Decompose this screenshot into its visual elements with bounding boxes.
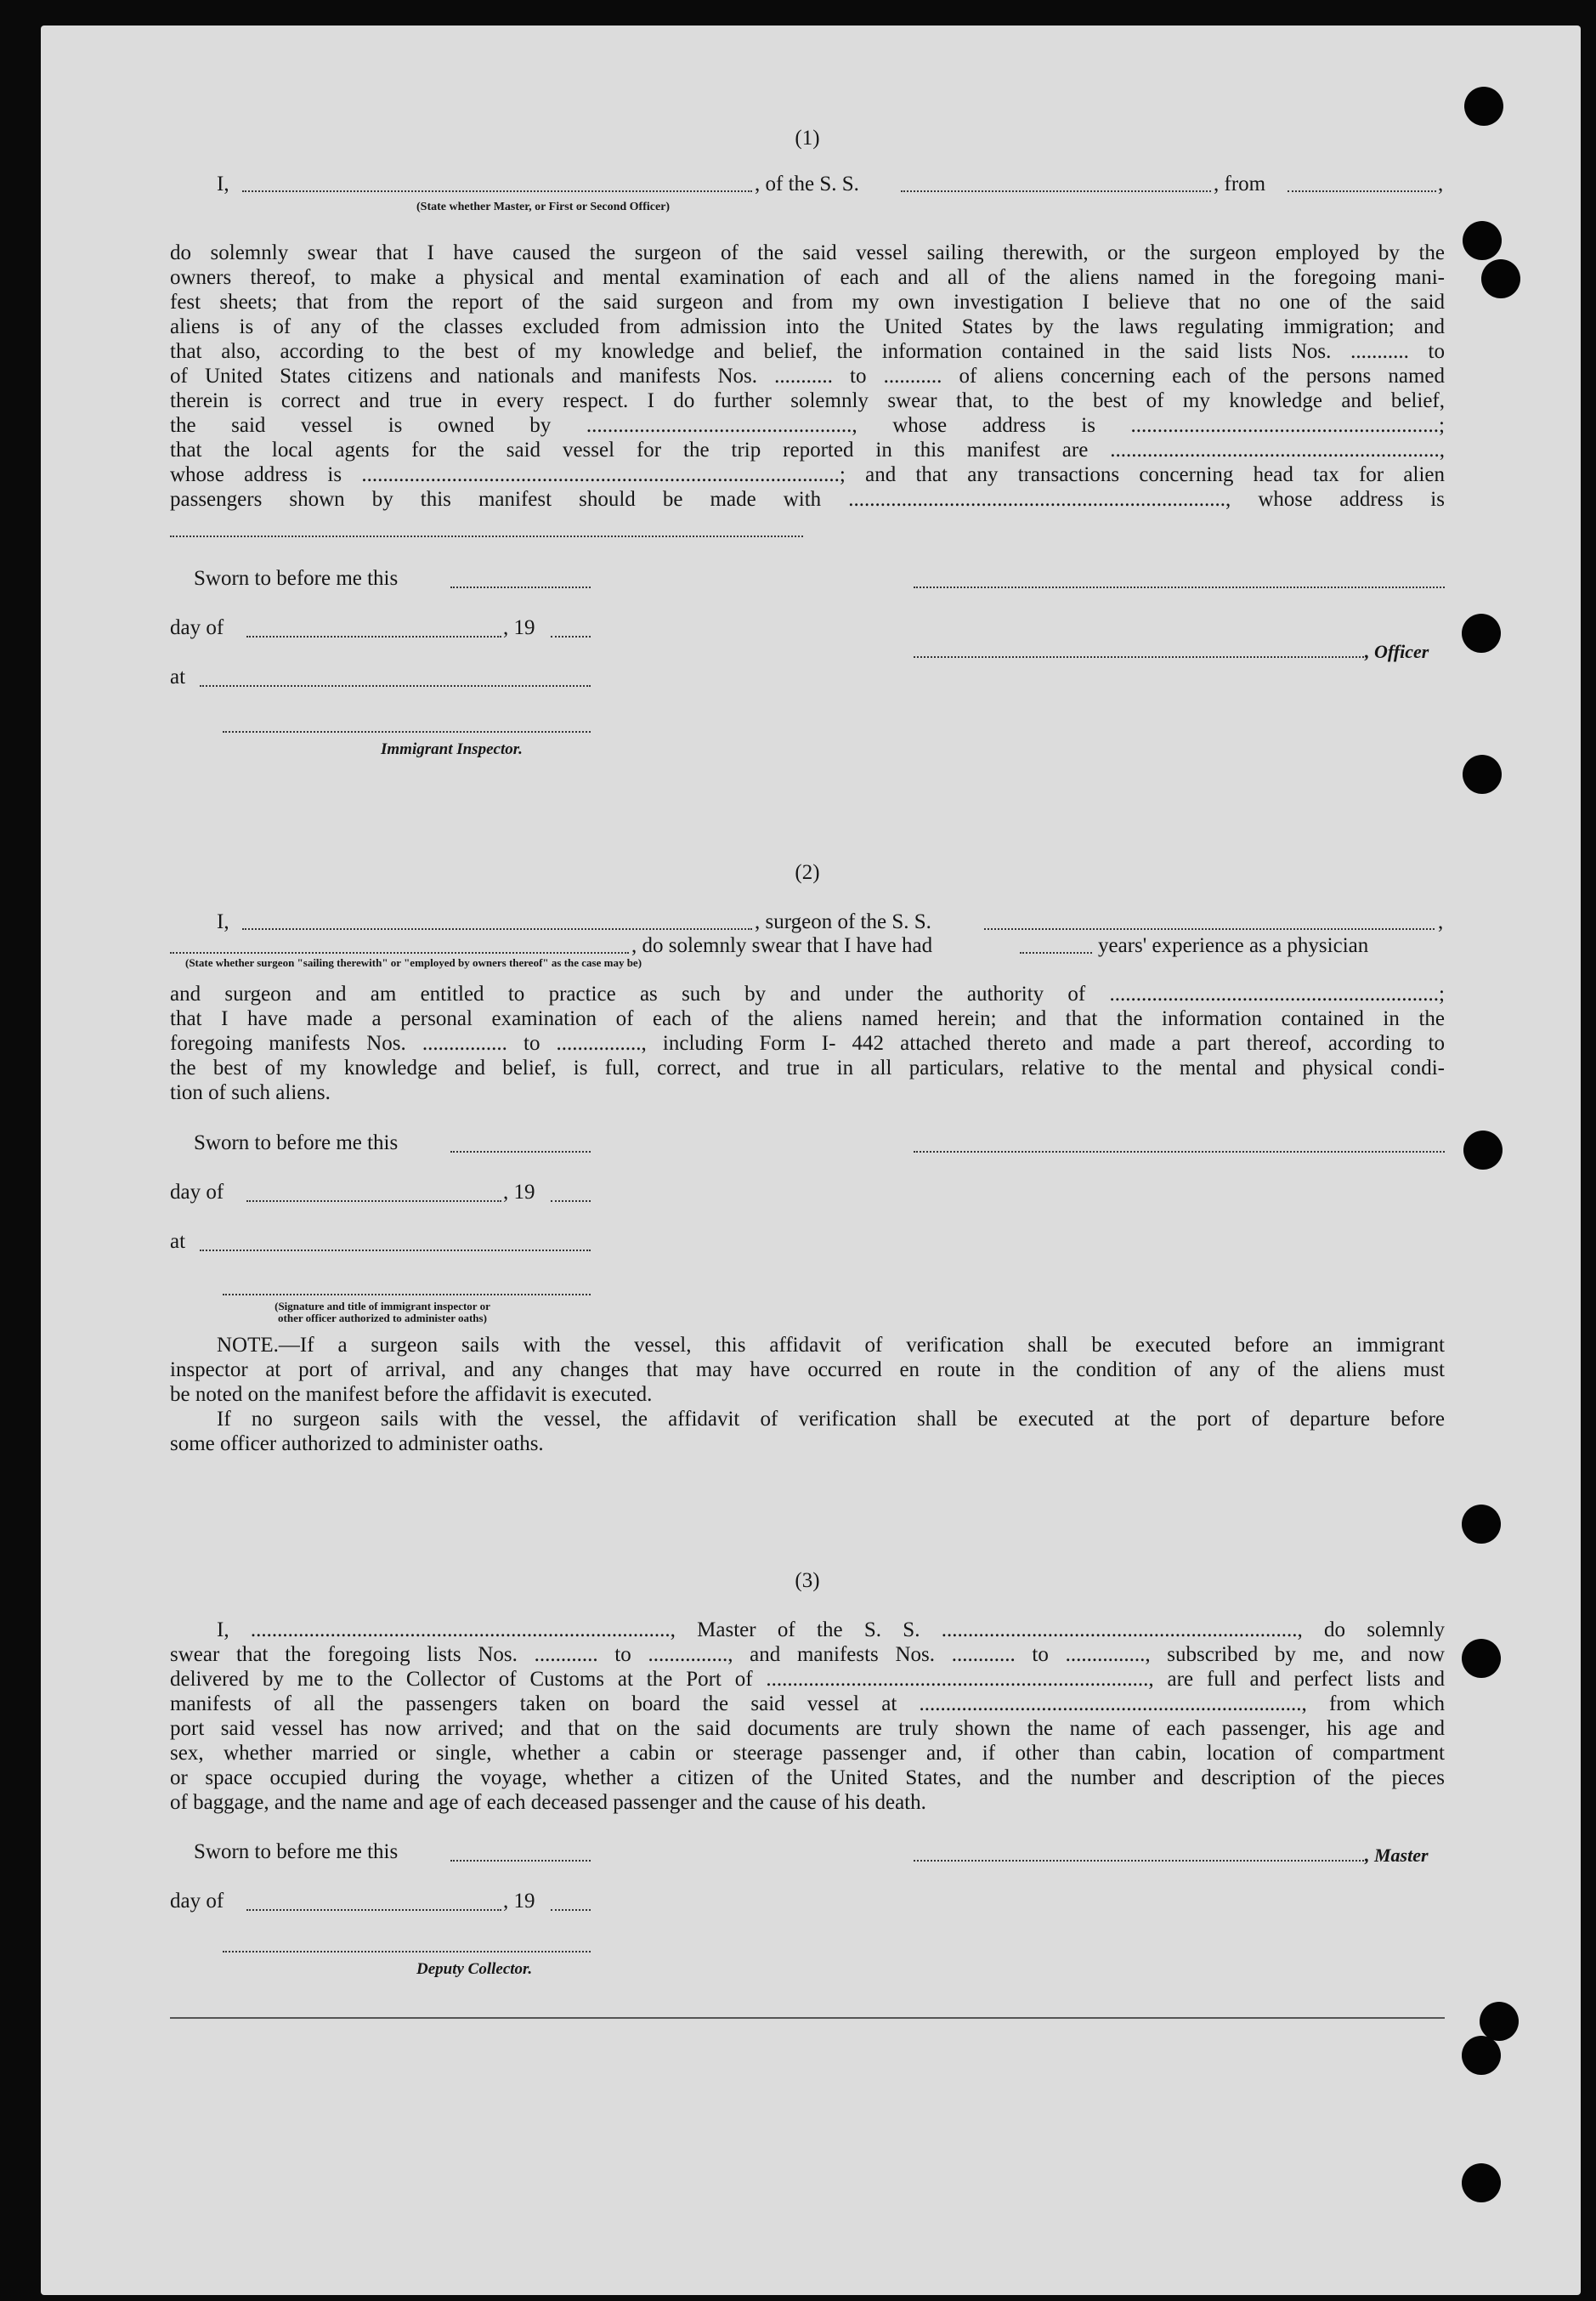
sworn-date-field[interactable] [450,1151,591,1153]
body-line: delivered by me to the Collector of Customs at the Port of ........................................................................, are full and perfect lists and [170,1668,1445,1691]
section2-i: I, [217,910,229,933]
surgeon-status-field[interactable] [170,952,629,954]
punch-hole [1480,2002,1519,2041]
signature-note [229,1301,535,1324]
body-line: manifests of all the passengers taken on board the said vessel at ........................................................................, from which [170,1692,1445,1715]
punch-hole [1463,755,1502,794]
surgeon-name-field[interactable] [242,928,752,930]
body-line: passengers shown by this manifest should be made with ......................................................................., whose address is [170,488,1445,511]
collector-signature-field[interactable] [223,1951,591,1952]
punch-hole [1463,1131,1503,1170]
line-end-comma: , [1438,910,1444,933]
year-field[interactable] [551,1200,591,1202]
punch-hole [1462,2163,1501,2202]
section1-from: , from [1214,173,1266,196]
body-line: or space occupied during the voyage, whether a citizen of the United States, and the number and description of the pieces [170,1766,1445,1789]
day-of-field[interactable] [246,636,501,638]
master-label: , Master [1365,1845,1429,1866]
section1-of-ss: , of the S. S. [755,173,859,196]
collector-label: Deputy Collector. [416,1960,533,1978]
master-signature-field[interactable] [914,1860,1364,1862]
note-line: inspector at port of arrival, and any changes that may have occurred en route in the condition of any of the aliens must [170,1358,1445,1381]
body-line: swear that the foregoing lists Nos. ............ to ..............., and manifests Nos. ............ to ..............., subscribed by me, and now [170,1643,1445,1666]
section-number: (3) [795,1569,820,1592]
officer-name-field[interactable] [242,190,752,192]
inspector-signature-field[interactable] [223,1294,591,1295]
day-of-field[interactable] [246,1909,501,1911]
officer-label: , Officer [1365,641,1429,662]
note-line: some officer authorized to administer oaths. [170,1432,544,1455]
sworn-date-field[interactable] [450,1860,591,1862]
body-line: the said vessel is owned by .................................................., whose address is ..........................................................; [170,414,1445,437]
body-line: port said vessel has now arrived; and that on the said documents are truly shown the name of each passenger, his age and [170,1717,1445,1740]
punch-hole [1481,259,1520,298]
body-line: the best of my knowledge and belief, is full, correct, and true in all particulars, relative to the mental and physical condi- [170,1057,1445,1080]
surgeon-signature-field[interactable] [914,1151,1445,1153]
year-label: , 19 [503,1181,535,1204]
day-of-label: day of [170,616,224,639]
body-line: fest sheets; that from the report of the said surgeon and from my own investigation I believe that no one of the said [170,291,1445,314]
line-end-comma: , [1438,173,1444,196]
vessel-name-field[interactable] [984,928,1435,930]
body-line: aliens is of any of the classes excluded from admission into the United States by the laws regulating immigration; and [170,315,1445,338]
officer-signature-field[interactable] [914,587,1445,588]
inspector-signature-field[interactable] [223,731,591,733]
section-number: (2) [795,861,820,884]
punch-hole [1462,1639,1501,1678]
body-line: that I have made a personal examination of each of the aliens named herein; and that the information contained in the [170,1007,1445,1030]
at-field[interactable] [200,1250,591,1251]
body-line: of baggage, and the name and age of each deceased passenger and the cause of his death. [170,1791,926,1814]
body-line: I, ..............................................................................., Master of the S. S. ..................................................................., do solemnly [217,1618,1445,1641]
year-field[interactable] [551,1909,591,1911]
body-line: that the local agents for the said vessel for the trip reported in this manifest are .............................................................., [170,439,1445,462]
document-page [41,26,1581,2295]
day-of-field[interactable] [246,1200,501,1202]
sworn-label: Sworn to before me this [194,567,399,590]
punch-hole [1463,221,1502,260]
punch-hole [1462,2036,1501,2075]
body-line: therein is correct and true in every respect. I do further solemnly swear that, to the best of my knowledge and belief, [170,389,1445,412]
sworn-label: Sworn to before me this [194,1840,399,1863]
body-line: and surgeon and am entitled to practice as such by and under the authority of ..............................................................; [170,983,1445,1006]
signature-note-line: (Signature and title of immigrant inspector or [274,1300,490,1312]
years-experience-text: years' experience as a physician [1098,934,1369,957]
solemnly-swear-text: , do solemnly swear that I have had [631,934,933,957]
officer-title-field[interactable] [914,656,1364,658]
surgeon-type-note: (State whether surgeon "sailing therewith" or "employed by owners thereof" as the case may be) [185,956,642,969]
day-of-label: day of [170,1181,224,1204]
section1-i: I, [217,173,229,196]
body-line: do solemnly swear that I have caused the surgeon of the said vessel sailing therewith, or the surgeon employed by the [170,241,1445,264]
note-line: NOTE.—If a surgeon sails with the vessel, this affidavit of verification shall be executed before an immigrant [217,1334,1445,1357]
years-experience-field[interactable] [1020,952,1092,954]
sworn-label: Sworn to before me this [194,1131,399,1154]
year-label: , 19 [503,1890,535,1913]
at-field[interactable] [200,685,591,687]
bottom-divider [170,2017,1445,2019]
body-line: that also, according to the best of my knowledge and belief, the information contained in the said lists Nos. ........... to [170,340,1445,363]
section1-body [170,241,1445,512]
body-line: tion of such aliens. [170,1081,331,1104]
note-line: If no surgeon sails with the vessel, the affidavit of verification shall be executed at the port of departure before [217,1408,1445,1431]
at-label: at [170,666,186,689]
officer-type-note: (State whether Master, or First or Second Officer) [416,201,671,213]
signature-note-line: other officer authorized to administer oaths) [278,1312,487,1324]
body-line: owners thereof, to make a physical and mental examination of each and all of the aliens named in the foregoing mani- [170,266,1445,289]
body-line: whose address is ..........................................................................................; and that any transactions concerning head tax for alien [170,463,1445,486]
section2-note [170,1333,1445,1456]
from-port-field[interactable] [1288,190,1436,192]
day-of-label: day of [170,1890,224,1913]
body-line: foregoing manifests Nos. ................ to ................, including Form I- 442 attached thereto and made a part thereof, according to [170,1032,1445,1055]
note-line: be noted on the manifest before the affidavit is executed. [170,1383,653,1406]
sworn-date-field[interactable] [450,587,591,588]
vessel-name-field[interactable] [901,190,1211,192]
at-label: at [170,1230,186,1253]
section3-body [170,1618,1445,1815]
surgeon-of-ss: , surgeon of the S. S. [755,910,931,933]
body-line: of United States citizens and nationals and manifests Nos. ........... to ........... of aliens concerning each of the persons named [170,365,1445,388]
whose-address-field[interactable] [170,536,803,537]
punch-hole [1462,1505,1501,1544]
section-number: (1) [795,127,820,150]
section2-body [170,982,1445,1105]
body-line: sex, whether married or single, whether a cabin or steerage passenger and, if other than cabin, location of compartment [170,1742,1445,1765]
year-label: , 19 [503,616,535,639]
punch-hole [1464,87,1503,126]
punch-hole [1462,614,1501,653]
inspector-label: Immigrant Inspector. [381,740,523,758]
year-field[interactable] [551,636,591,638]
